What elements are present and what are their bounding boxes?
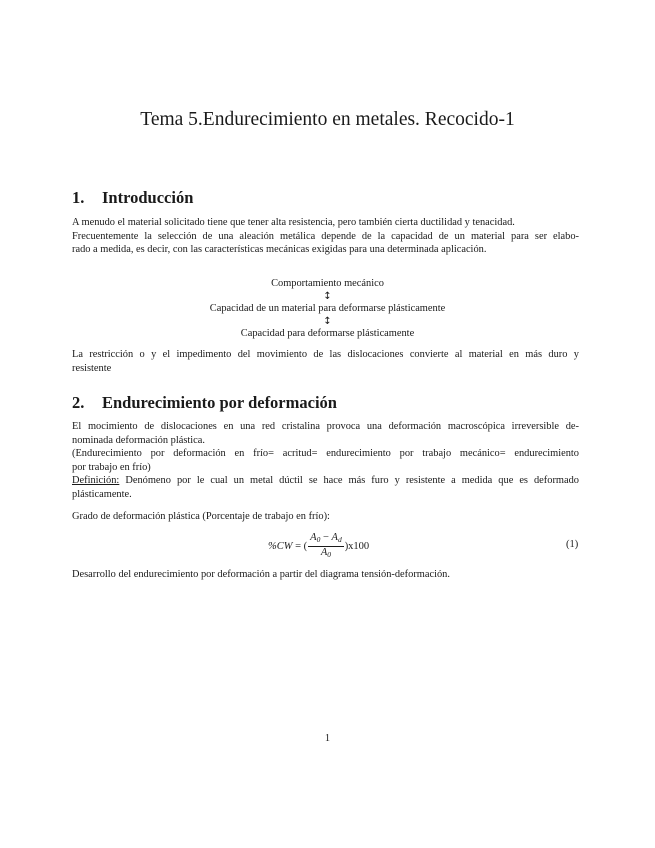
text-line: nominada deformación plástica. xyxy=(72,434,206,446)
text-line: (Endurecimiento por deformación en frío= acritud= endurecimiento por trabajo mecánico= endurecimiento xyxy=(72,448,579,459)
document-title: Tema 5.Endurecimiento en metales. Recocido-1 xyxy=(140,109,515,130)
fraction-denominator xyxy=(319,547,333,561)
definition-text: Denómeno por le cual un metal dúctil se hace más furo y resistente a medida que es deformado xyxy=(119,475,579,486)
equation-body xyxy=(268,530,369,562)
diagram-line: Comportamiento mecánico xyxy=(271,278,384,289)
numerator-b: A xyxy=(331,531,338,543)
text-line: resistente xyxy=(72,362,112,374)
text-line: plásticamente. xyxy=(72,488,132,500)
text-line: El mocimiento de dislocaciones en una red cristalina provoca una deformación macroscópica irreversible de- xyxy=(72,421,579,432)
section-title: Introducción xyxy=(102,188,194,207)
equation-equals: = ( xyxy=(292,540,308,552)
equation-number: (1) xyxy=(566,539,579,550)
numerator-a: A xyxy=(310,531,317,543)
dislocation-paragraph xyxy=(72,348,579,375)
grade-label xyxy=(72,510,579,524)
section-heading-endurecimiento xyxy=(72,393,337,413)
denominator-sub: 0 xyxy=(327,549,332,559)
section-title: Endurecimiento por deformación xyxy=(102,393,337,412)
closing-paragraph xyxy=(72,568,579,582)
definition-line xyxy=(72,474,579,488)
up-down-arrow-icon: ↕ xyxy=(323,290,332,302)
text-line: Desarrollo del endurecimiento por deformación a partir del diagrama tensión-deformación. xyxy=(72,569,450,580)
cold-work-equation xyxy=(0,530,655,562)
section-number: 1. xyxy=(72,188,85,207)
equation-tail: )x100 xyxy=(344,540,370,552)
numerator-b-sub: d xyxy=(337,534,342,544)
text-line: rado a medida, es decir, con las características mecánicas exigidas para una determinada aplicación. xyxy=(72,244,487,255)
mechanical-behavior-diagram xyxy=(0,278,655,341)
text-line: La restricción o y el impedimento del movimiento de las dislocaciones convierte al material en más duro y xyxy=(72,349,579,360)
definition-label: Definición: xyxy=(72,475,120,486)
denominator-a: A xyxy=(320,546,328,558)
page-number: 1 xyxy=(324,733,331,744)
section-number: 2. xyxy=(72,393,85,412)
fraction-numerator xyxy=(308,532,344,546)
text-line: A menudo el material solicitado tiene que tener alta resistencia, pero también cierta ductilidad y tenacidad. xyxy=(72,217,515,228)
intro-paragraph xyxy=(72,216,579,257)
section-heading-introduccion xyxy=(72,188,193,208)
text-line: Grado de deformación plástica (Porcentaje de trabajo en frío): xyxy=(72,511,330,522)
text-line: Frecuentemente la selección de una aleación metálica depende de la capacidad de un material para ser elabo- xyxy=(72,230,579,242)
equation-lhs: %CW xyxy=(268,540,293,552)
up-down-arrow-icon: ↕ xyxy=(323,315,332,327)
diagram-line: Capacidad de un material para deformarse plásticamente xyxy=(209,303,446,314)
equation-fraction xyxy=(308,532,344,561)
diagram-line: Capacidad para deformarse plásticamente xyxy=(240,328,415,339)
numerator-a-sub: 0 xyxy=(316,534,321,544)
deformation-paragraph xyxy=(72,420,579,501)
minus-sign: − xyxy=(320,531,332,543)
text-line: por trabajo en frío) xyxy=(72,461,151,473)
